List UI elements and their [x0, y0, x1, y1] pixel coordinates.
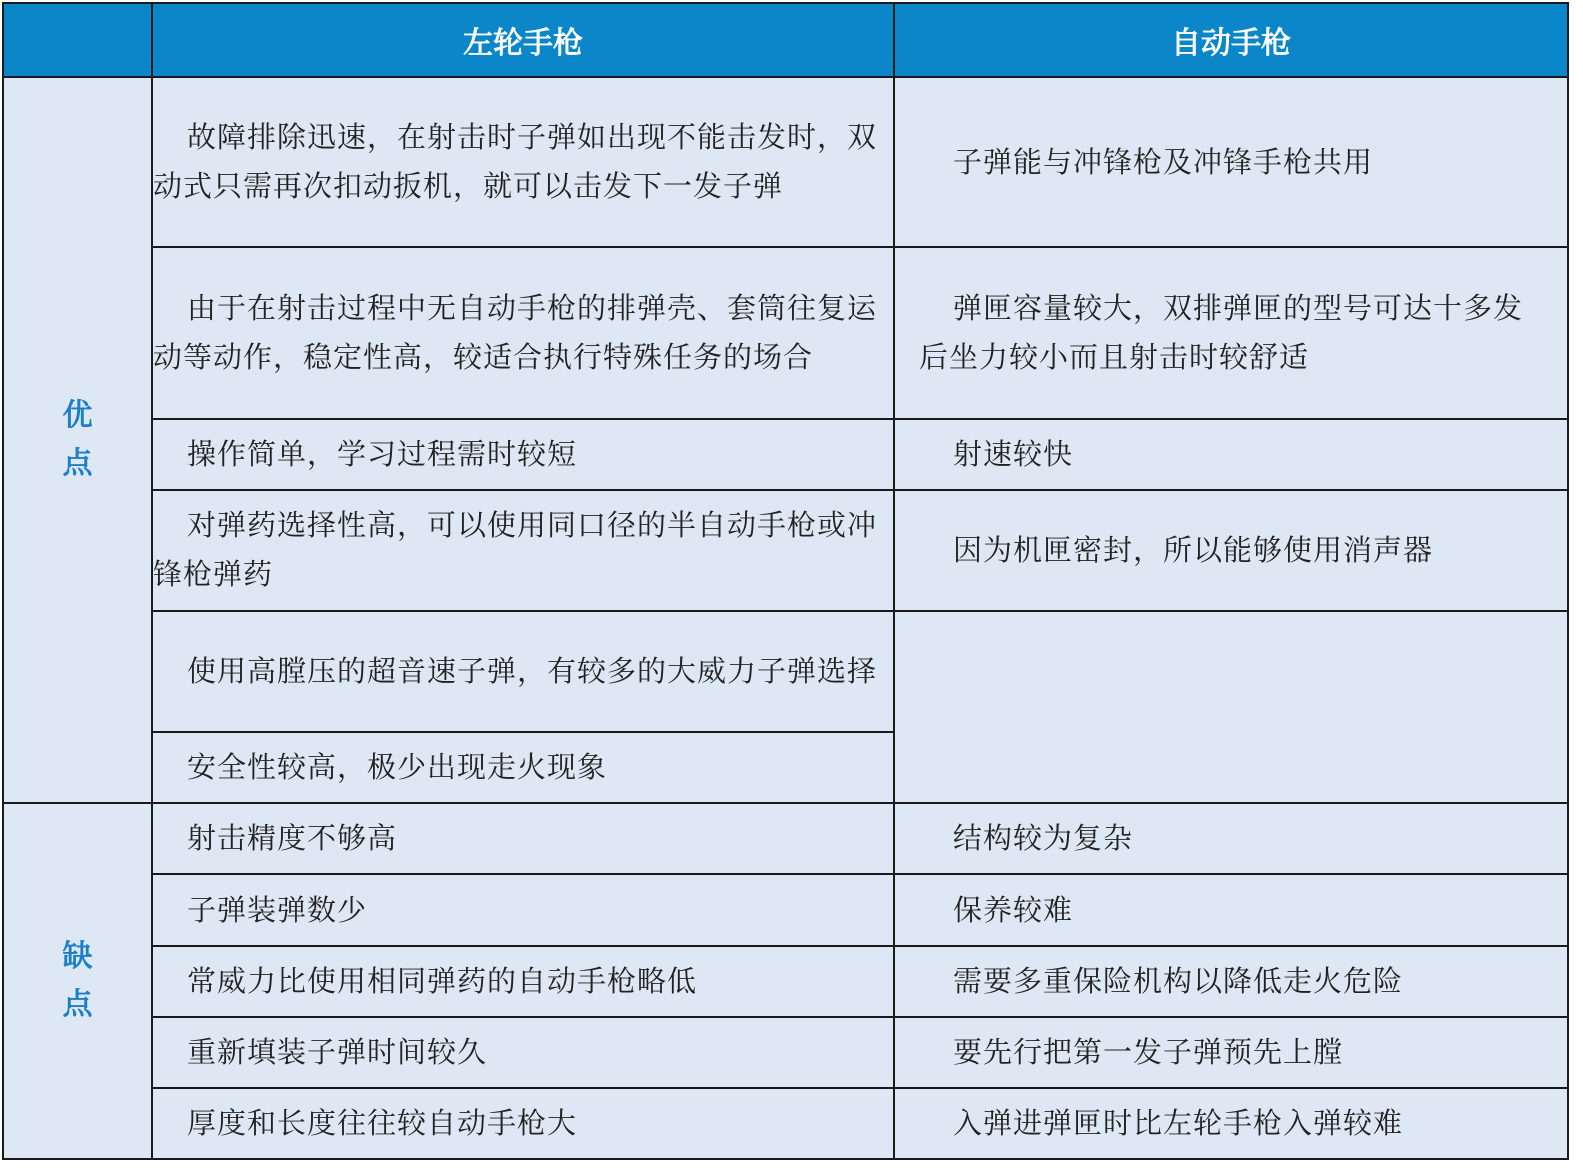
automatic-advantage-cell: 弹匣容量较大，双排弹匣的型号可达十多发后坐力较小而且射击时较舒适 — [894, 247, 1568, 418]
automatic-disadvantage-cell: 入弹进弹匣时比左轮手枪入弹较难 — [894, 1088, 1568, 1159]
header-row — [3, 3, 1568, 77]
header-corner — [3, 3, 152, 77]
table-row — [3, 419, 1568, 490]
automatic-advantage-cell: 因为机匣密封，所以能够使用消声器 — [894, 490, 1568, 611]
revolver-advantage-cell: 故障排除迅速，在射击时子弹如出现不能击发时，双动式只需再次扣动扳机，就可以击发下一发子弹 — [152, 77, 894, 247]
table-row — [3, 803, 1568, 874]
automatic-advantage-cell: 射速较快 — [894, 419, 1568, 490]
table-row — [3, 946, 1568, 1017]
revolver-advantage-cell: 操作简单，学习过程需时较短 — [152, 419, 894, 490]
automatic-disadvantage-cell: 保养较难 — [894, 874, 1568, 945]
header-automatic-pistol: 自动手枪 — [894, 3, 1568, 77]
automatic-advantage-cell: 子弹能与冲锋枪及冲锋手枪共用 — [894, 77, 1568, 247]
table-row — [3, 874, 1568, 945]
table-row — [3, 1088, 1568, 1159]
header-revolver: 左轮手枪 — [152, 3, 894, 77]
revolver-disadvantage-cell: 重新填装子弹时间较久 — [152, 1017, 894, 1088]
automatic-disadvantage-cell: 要先行把第一发子弹预先上膛 — [894, 1017, 1568, 1088]
revolver-disadvantage-cell: 射击精度不够高 — [152, 803, 894, 874]
automatic-disadvantage-cell: 需要多重保险机构以降低走火危险 — [894, 946, 1568, 1017]
table-row — [3, 77, 1568, 247]
revolver-disadvantage-cell: 常威力比使用相同弹药的自动手枪略低 — [152, 946, 894, 1017]
category-disadvantages: 缺 点 — [3, 803, 152, 1159]
revolver-disadvantage-cell: 厚度和长度往往较自动手枪大 — [152, 1088, 894, 1159]
table-row — [3, 247, 1568, 418]
revolver-advantage-cell: 使用高膛压的超音速子弹，有较多的大威力子弹选择 — [152, 611, 894, 732]
table-row — [3, 1017, 1568, 1088]
revolver-disadvantage-cell: 子弹装弹数少 — [152, 874, 894, 945]
automatic-disadvantage-cell: 结构较为复杂 — [894, 803, 1568, 874]
comparison-table — [2, 2, 1569, 1160]
category-advantages: 优 点 — [3, 77, 152, 803]
revolver-advantage-cell: 安全性较高，极少出现走火现象 — [152, 732, 894, 803]
table-row — [3, 490, 1568, 611]
revolver-advantage-cell: 由于在射击过程中无自动手枪的排弹壳、套筒往复运动等动作，稳定性高，较适合执行特殊任务的场合 — [152, 247, 894, 418]
automatic-advantage-cell-empty — [894, 611, 1568, 803]
revolver-advantage-cell: 对弹药选择性高，可以使用同口径的半自动手枪或冲锋枪弹药 — [152, 490, 894, 611]
table-row — [3, 611, 1568, 732]
